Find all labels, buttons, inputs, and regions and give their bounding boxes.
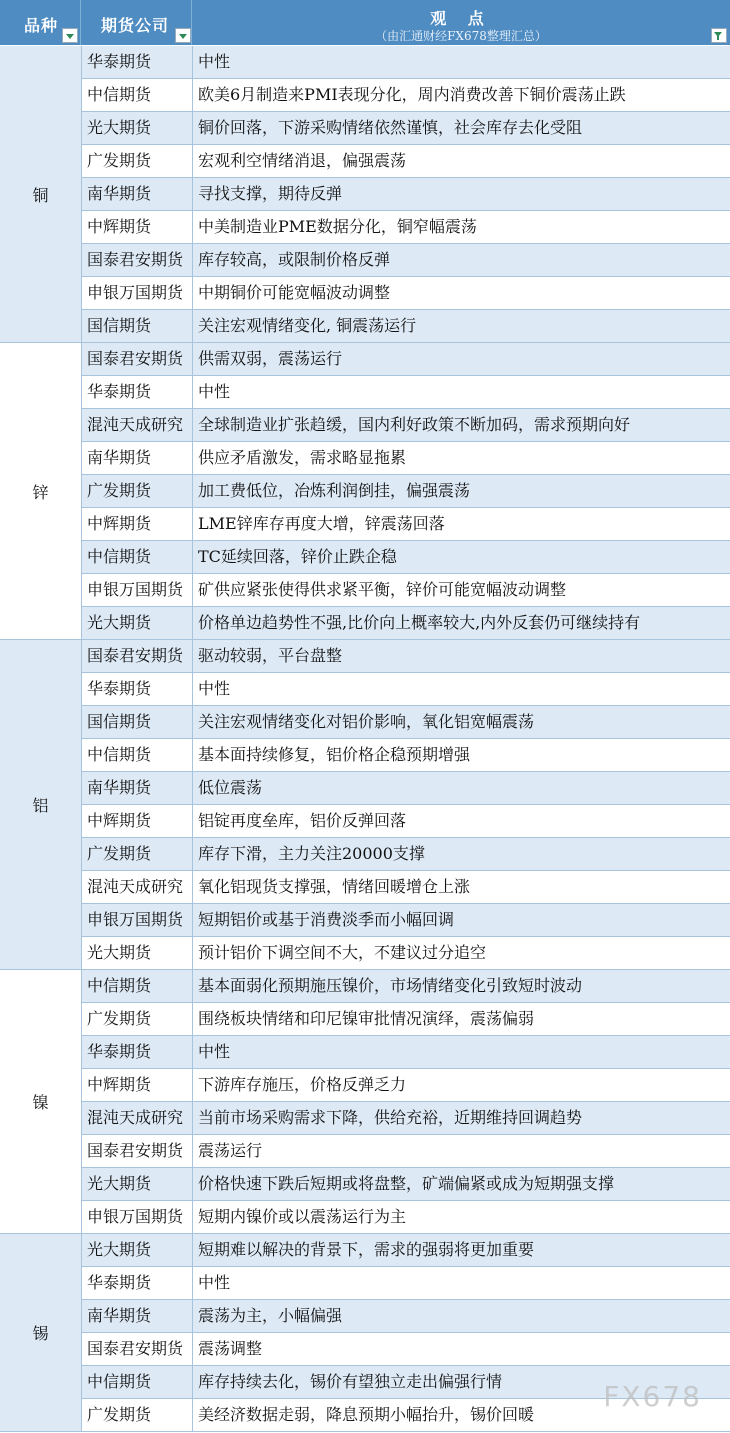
company-cell: 华泰期货 — [82, 673, 193, 705]
view-cell: 铜价回落，下游采购情绪依然谨慎，社会库存去化受阻 — [198, 118, 583, 137]
table-row[interactable] — [81, 145, 730, 178]
company-cell: 中辉期货 — [82, 211, 193, 243]
header-view — [192, 0, 730, 45]
view-cell: 库存下滑，主力关注20000支撑 — [198, 844, 425, 863]
table-row[interactable] — [81, 1069, 730, 1102]
table-row[interactable] — [81, 871, 730, 904]
table-row[interactable] — [81, 1234, 730, 1267]
view-cell: TC延续回落，锌价止跌企稳 — [198, 547, 397, 566]
company-cell: 国泰君安期货 — [82, 1135, 193, 1167]
table-row[interactable] — [81, 1135, 730, 1168]
company-cell: 光大期货 — [82, 937, 193, 969]
company-cell: 混沌天成研究 — [82, 409, 193, 441]
header-variety — [0, 0, 81, 45]
table-row[interactable] — [81, 211, 730, 244]
view-cell: 欧美6月制造来PMI表现分化，周内消费改善下铜价震荡止跌 — [198, 85, 626, 104]
company-cell: 混沌天成研究 — [82, 871, 193, 903]
table-row[interactable] — [81, 1003, 730, 1036]
table-row[interactable] — [81, 376, 730, 409]
company-cell: 申银万国期货 — [82, 1201, 193, 1233]
table-row[interactable] — [81, 178, 730, 211]
view-cell: 加工费低位，冶炼利润倒挂，偏强震荡 — [198, 481, 471, 500]
company-cell: 国泰君安期货 — [82, 640, 193, 672]
variety-cell: 铜 — [0, 46, 81, 343]
view-cell: 短期难以解决的背景下，需求的强弱将更加重要 — [198, 1240, 535, 1259]
company-cell: 中信期货 — [82, 1366, 193, 1398]
company-cell: 广发期货 — [82, 1003, 193, 1035]
table-row[interactable] — [81, 673, 730, 706]
view-cell: 当前市场采购需求下降，供给充裕，近期维持回调趋势 — [198, 1108, 583, 1127]
company-cell: 南华期货 — [82, 1300, 193, 1332]
view-cell: 驱动较弱，平台盘整 — [198, 646, 343, 665]
company-cell: 华泰期货 — [82, 1036, 193, 1068]
variety-cell: 锡 — [0, 1234, 81, 1432]
table-row[interactable] — [81, 475, 730, 508]
view-cell: 基本面持续修复，铝价格企稳预期增强 — [198, 745, 471, 764]
view-cell: 全球制造业扩张趋缓，国内利好政策不断加码，需求预期向好 — [198, 415, 631, 434]
view-cell: 中美制造业PME数据分化，铜窄幅震荡 — [198, 217, 477, 236]
table-row[interactable] — [81, 310, 730, 343]
table-row[interactable] — [81, 46, 730, 79]
table-row[interactable] — [81, 277, 730, 310]
table-row[interactable] — [81, 79, 730, 112]
view-cell: 价格快速下跌后短期或将盘整，矿端偏紧或成为短期强支撑 — [198, 1174, 615, 1193]
company-cell: 广发期货 — [82, 145, 193, 177]
table-row[interactable] — [81, 1333, 730, 1366]
company-cell: 国泰君安期货 — [82, 244, 193, 276]
view-cell: 震荡调整 — [198, 1339, 263, 1358]
table-row[interactable] — [81, 1267, 730, 1300]
view-cell: 氧化铝现货支撑强，情绪回暖增仓上涨 — [198, 877, 471, 896]
company-cell: 广发期货 — [82, 1399, 193, 1431]
header-variety-label: 品种 — [24, 16, 59, 35]
company-cell: 中信期货 — [82, 79, 193, 111]
company-cell: 申银万国期货 — [82, 904, 193, 936]
table-row[interactable] — [81, 838, 730, 871]
table-row[interactable] — [81, 1300, 730, 1333]
company-cell: 申银万国期货 — [82, 574, 193, 606]
company-cell: 广发期货 — [82, 475, 193, 507]
company-cell: 中信期货 — [82, 970, 193, 1002]
company-filter-dropdown-icon[interactable] — [175, 28, 191, 43]
company-cell: 华泰期货 — [82, 1267, 193, 1299]
view-cell: 中性 — [198, 679, 231, 698]
view-cell: 中期铜价可能宽幅波动调整 — [198, 283, 391, 302]
table-row[interactable] — [81, 607, 730, 640]
view-cell: 围绕板块情绪和印尼镍审批情况演绎，震荡偏弱 — [198, 1009, 535, 1028]
table-row[interactable] — [81, 343, 730, 376]
view-cell: 短期内镍价或以震荡运行为主 — [198, 1207, 407, 1226]
view-cell: 中性 — [198, 1273, 231, 1292]
view-cell: 价格单边趋势性不强,比价向上概率较大,内外反套仍可继续持有 — [198, 613, 641, 632]
company-cell: 中辉期货 — [82, 805, 193, 837]
table-row[interactable] — [81, 1168, 730, 1201]
header-company-label: 期货公司 — [101, 16, 170, 35]
table-row[interactable] — [81, 970, 730, 1003]
header-company — [81, 0, 192, 45]
table-row[interactable] — [81, 1036, 730, 1069]
table-row[interactable] — [81, 904, 730, 937]
view-cell: 库存持续去化，锡价有望独立走出偏强行情 — [198, 1372, 503, 1391]
view-filter-active-icon[interactable] — [711, 28, 727, 43]
view-cell: 低位震荡 — [198, 778, 263, 797]
view-cell: 中性 — [198, 382, 231, 401]
variety-cell: 镍 — [0, 970, 81, 1234]
view-cell: 基本面弱化预期施压镍价，市场情绪变化引致短时波动 — [198, 976, 583, 995]
company-cell: 国信期货 — [82, 706, 193, 738]
table-row[interactable] — [81, 508, 730, 541]
table-row[interactable] — [81, 244, 730, 277]
table-row[interactable] — [81, 409, 730, 442]
table-row[interactable] — [81, 112, 730, 145]
view-cell: 铝锭再度垒库，铝价反弹回落 — [198, 811, 407, 830]
company-cell: 南华期货 — [82, 442, 193, 474]
view-cell: 中性 — [198, 1042, 231, 1061]
view-cell: 关注宏观情绪变化, 铜震荡运行 — [198, 316, 417, 335]
company-cell: 光大期货 — [82, 607, 193, 639]
company-cell: 光大期货 — [82, 1168, 193, 1200]
view-cell: 下游库存施压，价格反弹乏力 — [198, 1075, 407, 1094]
company-cell: 南华期货 — [82, 178, 193, 210]
view-cell: 预计铝价下调空间不大，不建议过分追空 — [198, 943, 487, 962]
view-cell: 寻找支撑，期待反弹 — [198, 184, 343, 203]
table-row[interactable] — [81, 739, 730, 772]
variety-cell: 锌 — [0, 343, 81, 640]
company-cell: 国信期货 — [82, 310, 193, 342]
table-row[interactable] — [81, 640, 730, 673]
company-cell: 国泰君安期货 — [82, 1333, 193, 1365]
company-cell: 国泰君安期货 — [82, 343, 193, 375]
view-cell: 矿供应紧张使得供求紧平衡，锌价可能宽幅波动调整 — [198, 580, 567, 599]
view-cell: 供需双弱，震荡运行 — [198, 349, 343, 368]
table-row[interactable] — [81, 442, 730, 475]
table-row[interactable] — [81, 706, 730, 739]
table-row[interactable] — [81, 937, 730, 970]
view-cell: 短期铝价或基于消费淡季而小幅回调 — [198, 910, 455, 929]
view-cell: 关注宏观情绪变化对铝价影响，氧化铝宽幅震荡 — [198, 712, 535, 731]
table-row[interactable] — [81, 541, 730, 574]
company-cell: 南华期货 — [82, 772, 193, 804]
header-view-source: （由汇通财经FX678整理汇总） — [375, 29, 547, 43]
company-cell: 中信期货 — [82, 541, 193, 573]
view-cell: 震荡运行 — [198, 1141, 263, 1160]
table-row[interactable] — [81, 1201, 730, 1234]
company-cell: 广发期货 — [82, 838, 193, 870]
table-row[interactable] — [81, 772, 730, 805]
variety-cell: 铝 — [0, 640, 81, 970]
header-view-label: 观 点 — [430, 9, 492, 28]
company-cell: 混沌天成研究 — [82, 1102, 193, 1134]
view-cell: 震荡为主，小幅偏强 — [198, 1306, 343, 1325]
company-cell: 光大期货 — [82, 112, 193, 144]
table-row[interactable] — [81, 574, 730, 607]
company-cell: 中辉期货 — [82, 1069, 193, 1101]
company-cell: 华泰期货 — [82, 46, 193, 78]
table-row[interactable] — [81, 1102, 730, 1135]
company-cell: 华泰期货 — [82, 376, 193, 408]
view-cell: 美经济数据走弱，降息预期小幅抬升，锡价回暖 — [198, 1405, 535, 1424]
company-cell: 申银万国期货 — [82, 277, 193, 309]
view-cell: 库存较高，或限制价格反弹 — [198, 250, 391, 269]
company-cell: 中信期货 — [82, 739, 193, 771]
watermark: FX678 — [603, 1380, 702, 1413]
company-cell: 中辉期货 — [82, 508, 193, 540]
view-cell: 中性 — [198, 52, 231, 71]
view-cell: LME锌库存再度大增，锌震荡回落 — [198, 514, 445, 533]
view-cell: 宏观利空情绪消退，偏强震荡 — [198, 151, 407, 170]
table-row[interactable] — [81, 805, 730, 838]
company-cell: 光大期货 — [82, 1234, 193, 1266]
view-cell: 供应矛盾激发，需求略显拖累 — [198, 448, 407, 467]
variety-filter-dropdown-icon[interactable] — [62, 28, 78, 43]
